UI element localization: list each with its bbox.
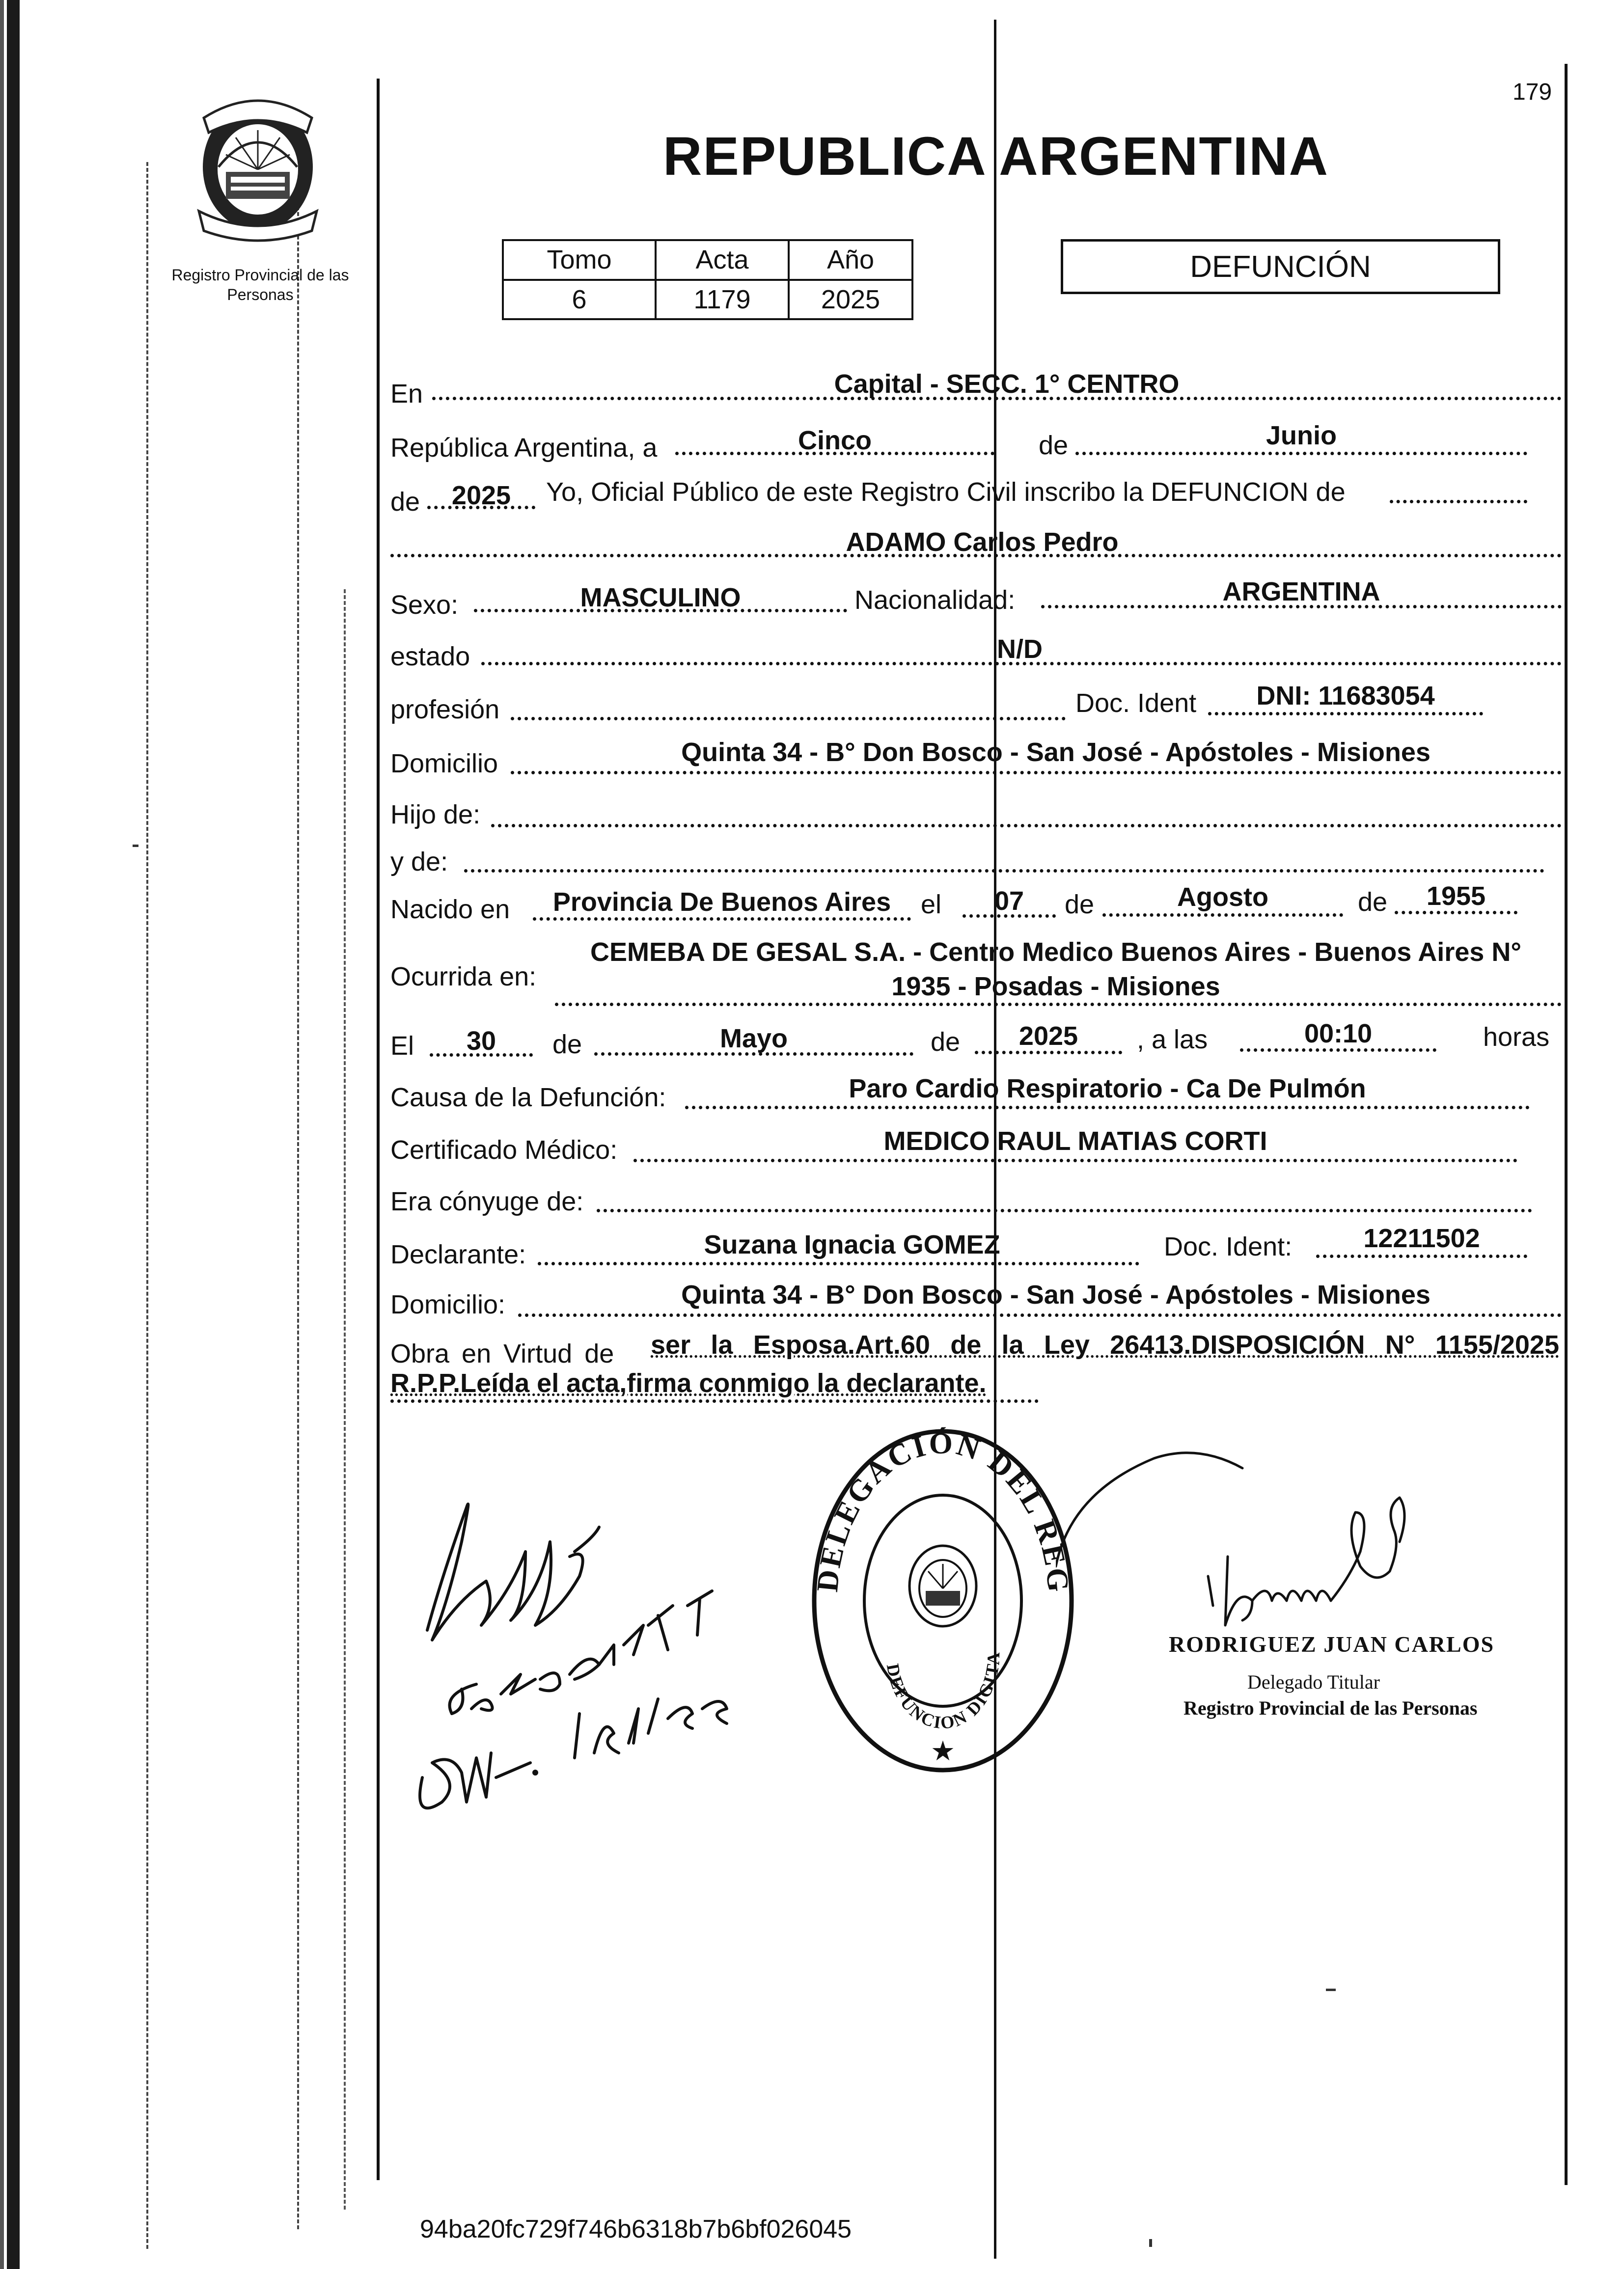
declarant-signature	[413, 1478, 815, 1822]
field-ocurrida-linea2: 1935 - Posadas - Misiones	[891, 972, 1220, 1001]
doc-type: DEFUNCIÓN	[1190, 249, 1371, 284]
page-number: 179	[1513, 79, 1552, 105]
field-def-mes: Mayo	[719, 1024, 788, 1053]
field-domicilio: Quinta 34 - B° Don Bosco - San José - Apóstoles - Misiones	[681, 738, 1431, 767]
label-profesion: profesión	[390, 695, 500, 724]
label-de-def-mes: de	[552, 1030, 582, 1059]
official-registry: Registro Provincial de las Personas	[1184, 1697, 1478, 1719]
line-yo-oficial	[1390, 500, 1527, 503]
doc-type-box	[1061, 239, 1500, 294]
margin-dash-line	[344, 589, 346, 2210]
label-sexo: Sexo:	[390, 590, 459, 620]
label-hijo-de: Hijo de:	[390, 800, 481, 829]
field-causa: Paro Cardio Respiratorio - Ca De Pulmón	[849, 1074, 1366, 1103]
frame-right-line	[1565, 64, 1568, 2185]
label-yo-oficial: Yo, Oficial Público de este Registro Civil inscribo la DEFUNCION de	[546, 477, 1346, 507]
line-def-hora	[1240, 1048, 1436, 1052]
field-anio: 2025	[451, 481, 511, 510]
line-nacido-en	[533, 917, 911, 921]
field-nacido-en: Provincia De Buenos Aires	[552, 887, 891, 917]
registry-name: Registro Provincial de las Personas	[171, 266, 349, 303]
label-en: En	[390, 379, 423, 409]
stamp-inner-text: DEFUNCION DIGITA	[882, 1650, 1004, 1733]
label-domicilio-declarante: Domicilio:	[390, 1290, 506, 1319]
label-declarante: Declarante:	[390, 1240, 526, 1269]
line-nac-mes	[1102, 913, 1343, 917]
line-doc-ident	[1208, 712, 1483, 715]
label-de-nac-anio: de	[1358, 887, 1388, 917]
label-conyuge: Era cónyuge de:	[390, 1187, 584, 1216]
svg-text:★: ★	[930, 1735, 956, 1766]
line-y-de	[464, 869, 1544, 873]
table-header: Acta	[656, 240, 789, 280]
label-ocurrida-en: Ocurrida en:	[390, 962, 537, 991]
line-hijo-de	[491, 824, 1562, 827]
table-header: Año	[789, 240, 912, 280]
register-table	[502, 239, 913, 320]
label-de-anio: de	[390, 487, 420, 517]
field-declarante: Suzana Ignacia GOMEZ	[704, 1230, 1000, 1259]
field-lugar: Capital - SECC. 1° CENTRO	[834, 369, 1180, 399]
line-nac-anio	[1395, 911, 1517, 914]
label-horas: horas	[1483, 1022, 1550, 1052]
field-ocurrida-linea1: CEMEBA DE GESAL S.A. - Centro Medico Buenos Aires - Buenos Aires N°	[590, 937, 1521, 967]
label-causa: Causa de la Defunción:	[390, 1083, 666, 1112]
label-domicilio: Domicilio	[390, 749, 498, 778]
field-doc-ident: DNI: 11683054	[1256, 681, 1435, 711]
line-domicilio-declarante	[518, 1313, 1562, 1317]
table-header: Tomo	[503, 240, 656, 280]
table-cell: 1179	[656, 280, 789, 320]
line-def-anio	[975, 1051, 1122, 1054]
field-certificado: MEDICO RAUL MATIAS CORTI	[883, 1126, 1267, 1156]
label-el-cap: El	[390, 1031, 414, 1061]
label-de-def-anio: de	[931, 1027, 961, 1057]
table-cell: 6	[503, 280, 656, 320]
line-domicilio	[511, 771, 1562, 774]
line-declarante-doc	[1316, 1255, 1527, 1258]
registry-stamp	[805, 1424, 1080, 1777]
line-declarante	[538, 1262, 1139, 1265]
margin-dash-line	[146, 162, 148, 2249]
label-doc-ident-declarante: Doc. Ident:	[1164, 1232, 1293, 1261]
field-def-anio: 2025	[1018, 1021, 1078, 1051]
line-causa	[685, 1106, 1530, 1109]
label-nacido-en: Nacido en	[390, 895, 510, 924]
label-de: de	[1039, 431, 1069, 460]
document-hash: 94ba20fc729f746b6318b7b6bf026045	[420, 2215, 852, 2243]
label-certificado: Certificado Médico:	[390, 1135, 618, 1165]
field-sexo: MASCULINO	[580, 583, 741, 612]
frame-left-line	[377, 79, 380, 2180]
field-def-dia: 30	[466, 1026, 496, 1056]
field-nombre: ADAMO Carlos Pedro	[846, 527, 1119, 557]
field-nacionalidad: ARGENTINA	[1222, 577, 1380, 606]
label-republica: República Argentina, a	[390, 433, 658, 463]
field-nac-anio: 1955	[1426, 881, 1486, 911]
field-declarante-domicilio: Quinta 34 - B° Don Bosco - San José - Apóstoles - Misiones	[681, 1280, 1431, 1310]
field-obra-linea1: ser la Esposa.Art.60 de la Ley 26413.DISPOSICIÓN N° 1155/2025	[651, 1330, 1559, 1360]
table-cell: 2025	[789, 280, 912, 320]
official-title: Delegado Titular	[1247, 1671, 1380, 1693]
label-el: el	[921, 890, 942, 919]
left-edge-mark	[0, 0, 4, 2269]
field-dia-texto: Cinco	[798, 426, 872, 455]
line-certificado	[633, 1159, 1517, 1162]
scan-speck	[1149, 2239, 1152, 2247]
scan-speck	[133, 845, 138, 847]
label-de-nac-mes: de	[1065, 890, 1095, 919]
field-estado: N/D	[997, 634, 1043, 664]
stamp-text: DELEGACIÓN DEL REG	[810, 1426, 1075, 1595]
line-conyuge	[597, 1209, 1532, 1212]
official-name: RODRIGUEZ JUAN CARLOS	[1169, 1632, 1495, 1657]
page-title: REPUBLICA ARGENTINA	[663, 126, 1329, 187]
field-nac-dia: 07	[994, 886, 1024, 916]
field-obra-linea2: R.P.P.Leída el acta,firma conmigo la declarante.	[390, 1368, 987, 1398]
line-ocurrida	[555, 1003, 1562, 1006]
label-y-de: y de:	[390, 847, 448, 876]
field-def-hora: 00:10	[1304, 1019, 1373, 1048]
field-mes: Junio	[1266, 421, 1337, 450]
line-mes	[1075, 452, 1527, 455]
label-doc-ident: Doc. Ident	[1075, 688, 1197, 718]
label-a-las: , a las	[1137, 1025, 1208, 1054]
margin-dash-line	[297, 118, 299, 2229]
label-estado: estado	[390, 642, 470, 671]
left-edge-mark	[7, 0, 20, 2269]
field-nac-mes: Agosto	[1177, 882, 1268, 912]
scan-speck	[1326, 1989, 1336, 1991]
line-obra	[390, 1399, 1039, 1403]
label-nacionalidad: Nacionalidad:	[854, 585, 1016, 615]
field-declarante-doc: 12211502	[1363, 1224, 1480, 1253]
label-obra: Obra en Virtud de	[390, 1339, 614, 1368]
line-profesion	[511, 717, 1066, 720]
registry-logo	[184, 88, 331, 246]
